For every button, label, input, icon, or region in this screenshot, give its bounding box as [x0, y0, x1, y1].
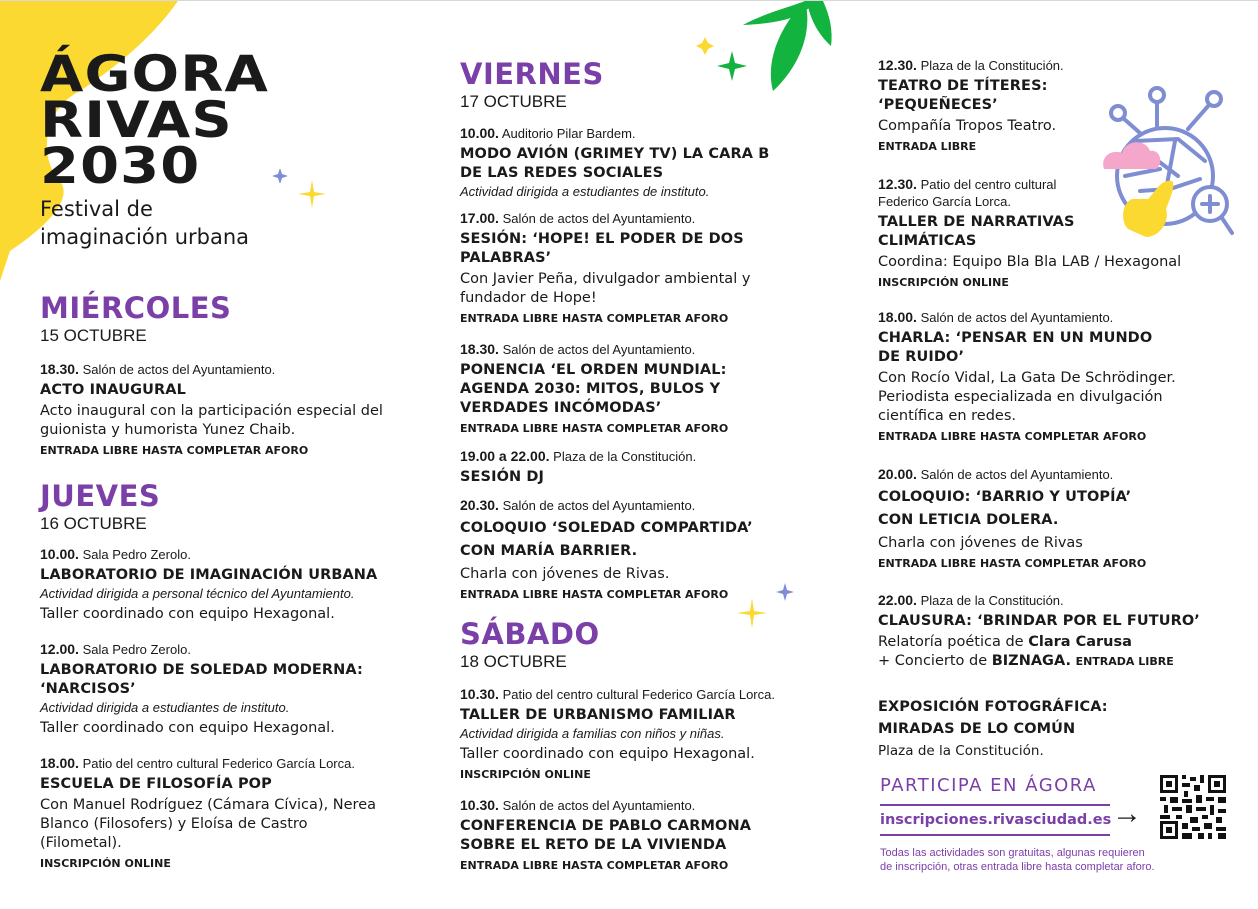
qr-code[interactable]: [1160, 775, 1226, 839]
globe-network-illustration: [1100, 81, 1250, 246]
event-pensar-mundo-ruido: 18.00. Salón de actos del Ayuntamiento. CHARLA: ‘PENSAR EN UN MUNDO DE RUIDO’ Con Rocío Vidal, La Gata De Schrödinger. Periodista especializada en divulgación científica en redes. ENTRADA LIBRE HASTA COMPLETAR AFORO: [878, 309, 1218, 445]
event-narrativas-climaticas: 12.30. Patio del centro cultural Federico García Lorca. TALLER DE NARRATIVAS CLIMÁTICAS Coordina: Equipo Bla Bla LAB / Hexagonal INSCRIPCIÓN ONLINE: [878, 176, 1218, 291]
event-soledad-compartida: 20.30. Salón de actos del Ayuntamiento. COLOQUIO ‘SOLEDAD COMPARTIDA’ CON MARÍA BARRIER. Charla con jóvenes de Rivas. ENTRADA LIBRE HASTA COMPLETAR AFORO: [460, 497, 780, 603]
festival-title: [40, 45, 269, 251]
event-acto-inaugural: 18.30. Salón de actos del Ayuntamiento. ACTO INAUGURAL Acto inaugural con la participación especial del guionista y humorista Yunez Chaib. ENTRADA LIBRE HASTA COMPLETAR AFORO: [40, 361, 410, 459]
sparkle-icon: [270, 166, 330, 211]
access-tag: ENTRADA LIBRE: [878, 140, 977, 153]
leaf-icon: [695, 1, 835, 91]
title-line: ÁGORA: [40, 45, 269, 103]
access-tag: INSCRIPCIÓN ONLINE: [40, 857, 171, 870]
event-pablo-carmona: 10.30. Salón de actos del Ayuntamiento. CONFERENCIA DE PABLO CARMONA SOBRE EL RETO DE LA VIVIENDA ENTRADA LIBRE HASTA COMPLETAR AFORO: [460, 797, 780, 874]
day-header-thursday: JUEVES 16 OCTUBRE: [40, 479, 161, 533]
event-orden-mundial: 18.30. Salón de actos del Ayuntamiento. PONENCIA ‘EL ORDEN MUNDIAL: AGENDA 2030: MITOS, BULOS Y VERDADES INCÓMODAS’ ENTRADA LIBRE HASTA COMPLETAR AFORO: [460, 341, 760, 437]
access-tag: ENTRADA LIBRE HASTA COMPLETAR AFORO: [460, 859, 729, 872]
access-tag: INSCRIPCIÓN ONLINE: [878, 276, 1009, 289]
exhibition: EXPOSICIÓN FOTOGRÁFICA: MIRADAS DE LO COMÚN Plaza de la Constitución.: [878, 699, 1108, 759]
access-tag: ENTRADA LIBRE HASTA COMPLETAR AFORO: [878, 430, 1147, 443]
cta-divider: [880, 804, 1110, 806]
day-header-saturday: SÁBADO 18 OCTUBRE: [460, 617, 600, 671]
access-tag: INSCRIPCIÓN ONLINE: [460, 768, 591, 781]
event-hope: 17.00. Salón de actos del Ayuntamiento. SESIÓN: ‘HOPE! EL PODER DE DOS PALABRAS’ Con Javier Peña, divulgador ambiental y fundador de Hope! ENTRADA LIBRE HASTA COMPLETAR AFORO: [460, 210, 780, 327]
event-barrio-utopia: 20.00. Salón de actos del Ayuntamiento. COLOQUIO: ‘BARRIO Y UTOPÍA’ CON LETICIA DOLERA. Charla con jóvenes de Rivas ENTRADA LIBRE HASTA COMPLETAR AFORO: [878, 466, 1218, 572]
access-tag: ENTRADA LIBRE HASTA COMPLETAR AFORO: [460, 588, 729, 601]
event-escuela-filosofia: 18.00. Patio del centro cultural Federico García Lorca. ESCUELA DE FILOSOFÍA POP Con Manuel Rodríguez (Cámara Cívica), Nerea Blanco (Filosofers) y Eloísa de Castro (Filometal). INSCRIPCIÓN ONLINE: [40, 755, 390, 872]
access-tag: ENTRADA LIBRE HASTA COMPLETAR AFORO: [878, 557, 1147, 570]
access-tag: ENTRADA LIBRE HASTA COMPLETAR AFORO: [40, 444, 309, 457]
access-tag: ENTRADA LIBRE HASTA COMPLETAR AFORO: [460, 312, 729, 325]
event-modo-avion: 10.00. Auditorio Pilar Bardem. MODO AVIÓN (GRIMEY TV) LA CARA B DE LAS REDES SOCIALES Actividad dirigida a estudiantes de instituto.: [460, 125, 770, 199]
event-laboratorio-imaginacion: 10.00. Sala Pedro Zerolo. LABORATORIO DE IMAGINACIÓN URBANA Actividad dirigida a personal técnico del Ayuntamiento. Taller coordinado con equipo Hexagonal.: [40, 546, 378, 622]
cta-title: PARTICIPA EN ÁGORA: [880, 775, 1097, 796]
cta-divider: [880, 834, 1110, 836]
day-header-friday: VIERNES 17 OCTUBRE: [460, 57, 604, 111]
event-sesion-dj: 19.00 a 22.00. Plaza de la Constitución. SESIÓN DJ: [460, 448, 697, 485]
event-urbanismo-familiar: 10.30. Patio del centro cultural Federico García Lorca. TALLER DE URBANISMO FAMILIAR Actividad dirigida a familias con niños y niñas. Taller coordinado con equipo Hexagonal. INSCRIPCIÓN ONLINE: [460, 686, 810, 783]
title-line: RIVAS: [40, 91, 233, 149]
participa-cta: [880, 775, 1110, 836]
access-tag: ENTRADA LIBRE: [1075, 655, 1174, 668]
event-clausura: 22.00. Plaza de la Constitución. CLAUSURA: ‘BRINDAR POR EL FUTURO’ Relatoría poética de Clara Carusa + Concierto de BIZNAGA. ENTRADA LIBRE: [878, 592, 1200, 669]
registration-link[interactable]: inscripciones.rivasciudad.es: [880, 812, 1112, 828]
title-line: 2030: [40, 137, 201, 195]
event-laboratorio-soledad: 12.00. Sala Pedro Zerolo. LABORATORIO DE SOLEDAD MODERNA: ‘NARCISOS’ Actividad dirigida a estudiantes de instituto. Taller coordinado con equipo Hexagonal.: [40, 641, 363, 736]
day-header-wednesday: MIÉRCOLES 15 OCTUBRE: [40, 291, 232, 345]
access-tag: ENTRADA LIBRE HASTA COMPLETAR AFORO: [460, 422, 729, 435]
cta-note: Todas las actividades son gratuitas, algunas requieren de inscripción, otras entrada libre hasta completar aforo.: [880, 847, 1155, 873]
festival-subtitle: Festival de imaginación urbana: [40, 197, 250, 249]
event-teatro-titeres: 12.30. Plaza de la Constitución. TEATRO DE TÍTERES: ‘PEQUEÑECES’ Compañía Tropos Teatro. ENTRADA LIBRE: [878, 57, 1098, 155]
arrow-right-icon: →: [1112, 797, 1142, 830]
